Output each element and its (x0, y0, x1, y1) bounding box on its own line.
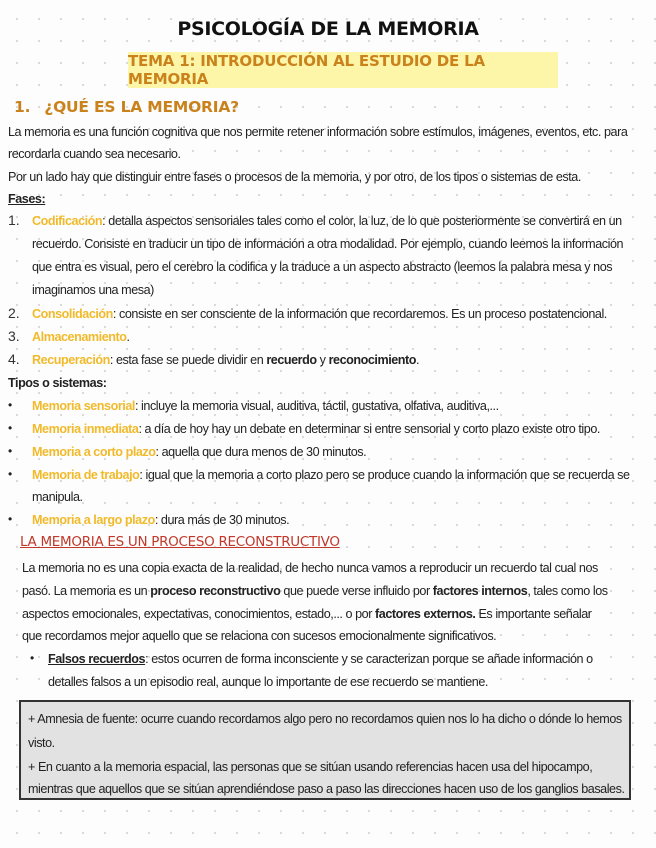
reconstructive-text: , tales como los (527, 584, 608, 598)
note-line: + Amnesia de fuente: ocurre cuando recordamos algo pero no recordamos quien nos lo ha dicho o dónde lo hemos (28, 712, 622, 726)
system-text: : dura más de 30 minutos. (154, 513, 290, 527)
reconstructive-text: aspectos emocionales, expectativas, conocimientos, estado,... o por (22, 607, 376, 621)
system-text-cont: manipula. (32, 490, 83, 504)
reconstructive-line: La memoria no es una copia exacta de la realidad, de hecho nunca vamos a reproducir un recuerdo tal cual nos (22, 561, 598, 575)
system-text: : incluye la memoria visual, auditiva, táctil, gustativa, olfativa, auditiva,... (134, 399, 499, 413)
bullet-dot: • (8, 512, 13, 526)
list-number: 2. (8, 305, 20, 321)
false-memories-item (48, 651, 593, 667)
system-item-inmediata (32, 421, 600, 437)
bullet-dot: • (8, 467, 13, 481)
phase-name: Almacenamiento (32, 330, 127, 344)
intro-line: Por un lado hay que distinguir entre fases o procesos de la memoria, y por otro, de los tipos o sistemas de esta. (8, 170, 581, 184)
note-line: mientras que aquellos que se sitúan aprendiéndose paso a paso las direcciones hacen uso de los ganglios basales. (28, 782, 625, 796)
phase-name: Consolidación (32, 307, 113, 321)
phase-text: : esta fase se puede dividir en (109, 353, 267, 367)
phase-text: . (416, 353, 420, 367)
intro-line: recordarla cuando sea necesario. (8, 147, 181, 161)
reconstructive-line (22, 606, 592, 622)
section-heading-text: ¿QUÉ ES LA MEMORIA? (44, 98, 239, 116)
phase-text: : consiste en ser consciente de la información que recordaremos. Es un proceso postatencional. (112, 307, 607, 321)
system-name: Memoria a corto plazo (32, 445, 156, 459)
phase-item-almacenamiento (32, 329, 130, 345)
reconstructive-line: que recordamos mejor aquello que se relaciona con sucesos emocionalmente significativos. (22, 629, 497, 643)
system-item-sensorial (32, 398, 499, 414)
bullet-dot: • (8, 398, 13, 412)
list-number: 1. (8, 212, 20, 228)
note-line: + En cuanto a la memoria espacial, las personas que se sitúan usando referencias hacen usa del hipocampo, (28, 760, 593, 774)
bullet-dot: • (8, 444, 13, 458)
system-text: : igual que la memoria a corto plazo pero se produce cuando la información que se recuerda se (139, 468, 630, 482)
keyword-factores-externos: factores externos. (375, 607, 476, 621)
topic-banner (128, 52, 558, 88)
keyword-recuerdo: recuerdo (266, 353, 317, 367)
phase-text-cont: imaginamos una mesa) (32, 283, 154, 297)
list-number: 3. (8, 328, 20, 344)
system-name: Memoria inmediata (32, 422, 139, 436)
phase-text: y (316, 353, 329, 367)
reconstructive-text: que puede verse influido por (280, 584, 433, 598)
phase-item-codificacion (32, 213, 622, 229)
phase-name: Recuperación (32, 353, 110, 367)
keyword-proceso-reconstructivo: proceso reconstructivo (150, 584, 281, 598)
false-memories-cont: detalles falsos a un episodio real, aunque lo importante de ese recuerdo se mantiene. (48, 675, 488, 689)
reconstructive-text: pasó. La memoria es un (22, 584, 151, 598)
reconstructive-text: Es importante señalar (475, 607, 592, 621)
list-number: 4. (8, 351, 20, 367)
systems-heading: Tipos o sistemas: (8, 376, 107, 390)
section-number: 1. (14, 98, 31, 116)
page-title: PSICOLOGÍA DE LA MEMORIA (177, 18, 479, 40)
bullet-dot: • (30, 651, 35, 665)
topic-title: TEMA 1: INTRODUCCIÓN AL ESTUDIO DE LA MEMORIA (128, 52, 485, 88)
system-name: Memoria de trabajo (32, 468, 140, 482)
phase-item-consolidacion (32, 306, 607, 322)
keyword-factores-internos: factores internos (432, 584, 528, 598)
phase-text: : detalla aspectos sensoriales tales como el color, la luz, de lo que posteriormente se convertirá en un (102, 214, 622, 228)
reconstructive-line (22, 583, 608, 599)
false-memories-text: : estos ocurren de forma inconsciente y se caracterizan porque se añade información o (145, 652, 593, 666)
phase-text: . (126, 330, 130, 344)
system-item-corto-plazo (32, 444, 366, 460)
phase-item-recuperacion (32, 352, 419, 368)
false-memories-label: Falsos recuerdos (48, 652, 146, 666)
bullet-dot: • (8, 421, 13, 435)
reconstructive-heading: LA MEMORIA ES UN PROCESO RECONSTRUCTIVO (20, 534, 340, 550)
phases-heading: Fases: (8, 192, 46, 206)
system-name: Memoria sensorial (32, 399, 135, 413)
system-item-trabajo (32, 467, 630, 483)
phase-text-cont: que entra es visual, pero el cerebro la codifica y la traduce a un aspecto abstracto (leemos la palabra mesa y nos (32, 260, 613, 274)
section-heading (14, 98, 239, 116)
system-text: : a día de hoy hay un debate en determinar si entre sensorial y corto plazo existe otro tipo. (138, 422, 600, 436)
intro-line: La memoria es una función cognitiva que nos permite retener información sobre estímulos, imágenes, eventos, etc. para (8, 125, 628, 139)
phase-name: Codificación (32, 214, 103, 228)
keyword-reconocimiento: reconocimiento (328, 353, 417, 367)
phase-text-cont: recuerdo. Consiste en traducir un tipo de información a otra modalidad. Por ejemplo, cuando leemos la información (32, 237, 624, 251)
system-name: Memoria a largo plazo (32, 513, 155, 527)
system-text: : aquella que dura menos de 30 minutos. (155, 445, 367, 459)
note-line: visto. (28, 736, 55, 750)
system-item-largo-plazo (32, 512, 289, 528)
